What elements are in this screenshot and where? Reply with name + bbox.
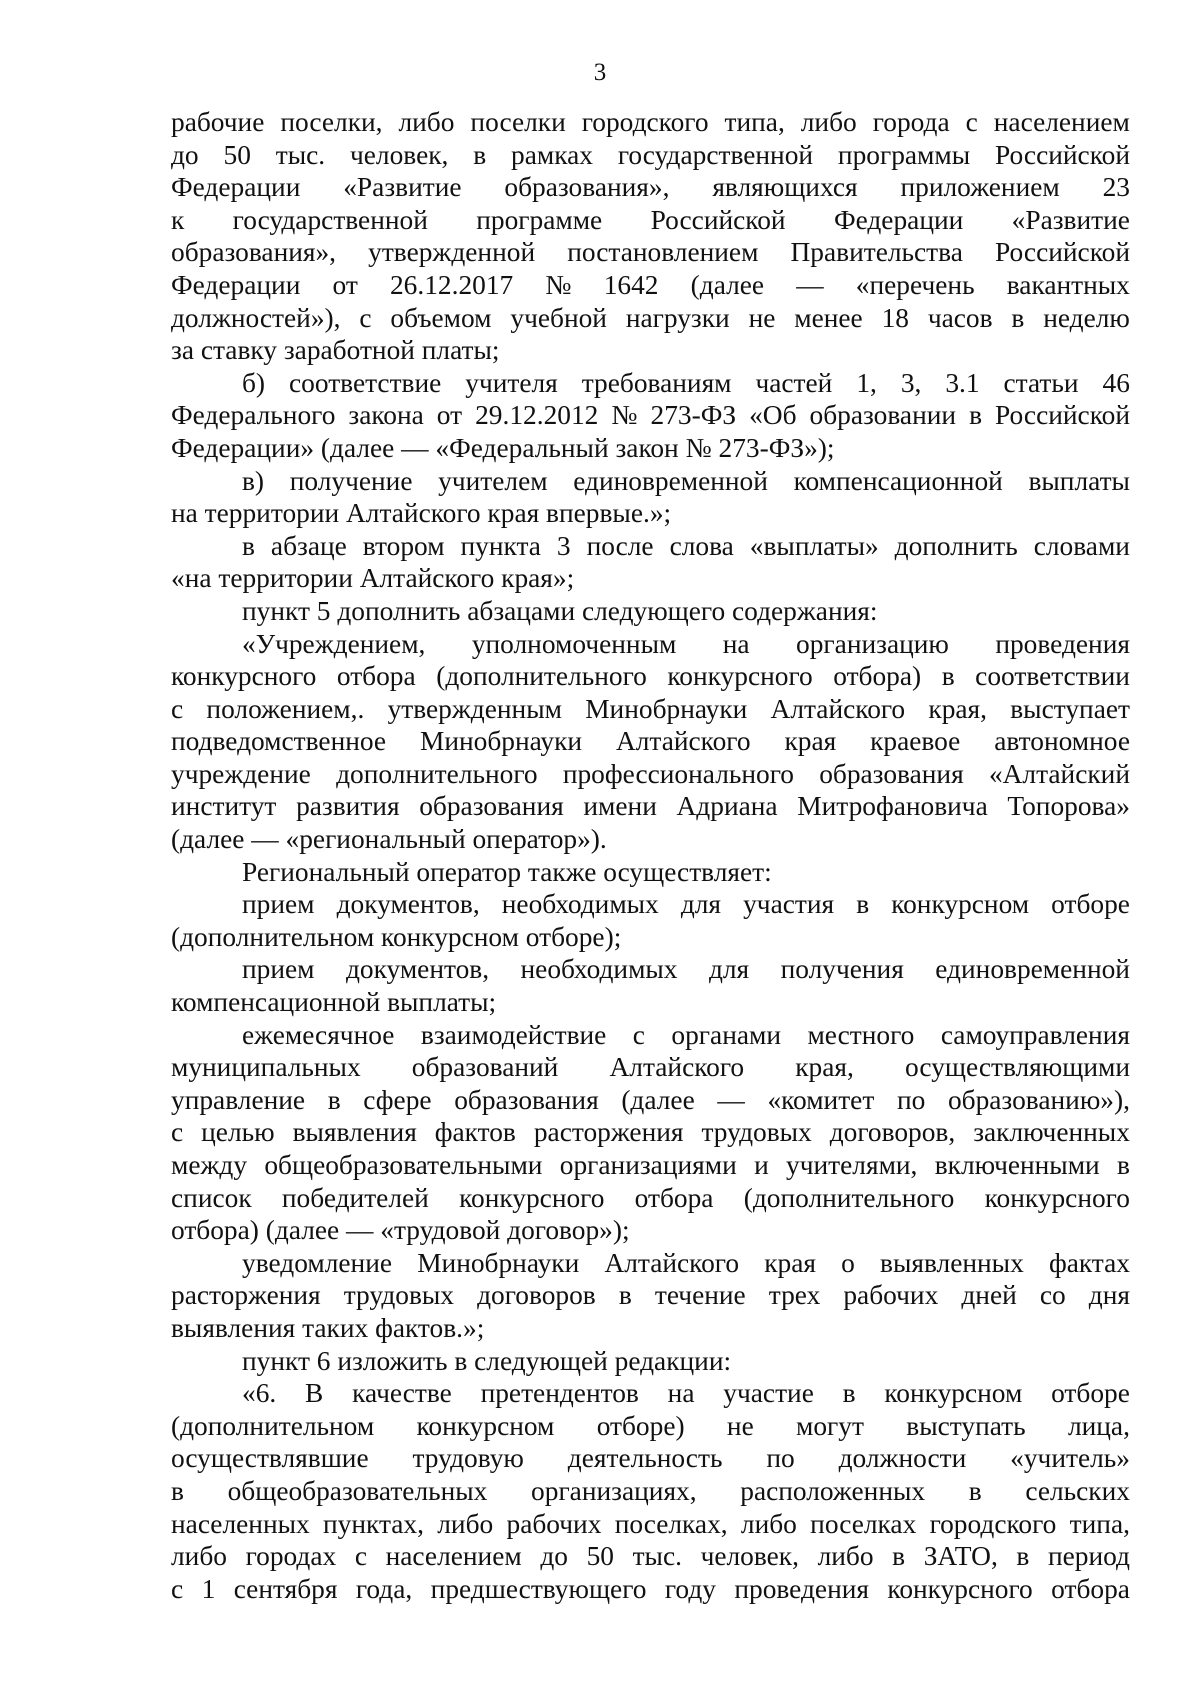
text-line: учреждение дополнительного профессионального образования «Алтайский <box>171 758 1130 789</box>
paragraph <box>171 888 1130 953</box>
text-line: на территории Алтайского края впервые.»; <box>171 498 672 529</box>
text-line: (дополнительном конкурсном отборе) не могут выступать лица, <box>171 1410 1130 1441</box>
paragraph <box>171 106 1130 367</box>
text-line: в общеобразовательных организациях, расположенных в сельских <box>171 1475 1130 1506</box>
text-line: рабочие поселки, либо поселки городского типа, либо города с населением <box>171 107 1130 137</box>
text-line: осуществлявшие трудовую деятельность по должности «учитель» <box>171 1443 1130 1474</box>
text-line: населенных пунктах, либо рабочих поселках, либо поселках городского типа, <box>171 1508 1130 1539</box>
text-line: Федерации «Развитие образования», являющихся приложением 23 <box>171 172 1130 203</box>
text-line: Федерации от 26.12.2017 № 1642 (далее — «перечень вакантных <box>171 269 1130 300</box>
text-line: Региональный оператор также осуществляет: <box>242 856 772 887</box>
text-line: (далее — «региональный оператор»). <box>171 824 607 855</box>
text-line: в абзаце втором пункта 3 после слова «выплаты» дополнить словами <box>242 530 1130 561</box>
text-line: подведомственное Минобрнауки Алтайского края краевое автономное <box>171 726 1130 757</box>
text-line: муниципальных образований Алтайского края, осуществляющими <box>171 1052 1130 1083</box>
text-line: прием документов, необходимых для участия в конкурсном отборе <box>242 889 1130 920</box>
paragraph <box>171 465 1130 530</box>
text-line: к государственной программе Российской Федерации «Развитие <box>171 204 1130 235</box>
text-line: уведомление Минобрнауки Алтайского края о выявленных фактах <box>242 1247 1130 1278</box>
text-line: между общеобразовательными организациями и учителями, включенными в <box>171 1150 1130 1180</box>
text-line: прием документов, необходимых для получения единовременной <box>242 954 1130 985</box>
text-line: «на территории Алтайского края»; <box>171 563 575 594</box>
text-line: за ставку заработной платы; <box>171 335 500 366</box>
text-line: отбора) (далее — «трудовой договор»); <box>171 1215 630 1246</box>
text-line: пункт 6 изложить в следующей редакции: <box>242 1345 732 1376</box>
page-number: 3 <box>593 59 607 86</box>
text-line: расторжения трудовых договоров в течение трех рабочих дней со дня <box>171 1280 1130 1311</box>
text-line: б) соответствие учителя требованиям частей 1, 3, 3.1 статьи 46 <box>242 367 1130 398</box>
text-line: Федерации» (далее — «Федеральный закон № 273-ФЗ»); <box>171 432 835 463</box>
paragraph <box>171 953 1130 1018</box>
text-line: пункт 5 дополнить абзацами следующего содержания: <box>242 595 878 626</box>
text-line: компенсационной выплаты; <box>171 987 497 1018</box>
paragraph <box>171 1345 1130 1378</box>
paragraph <box>171 1247 1130 1345</box>
text-line: управление в сфере образования (далее — «комитет по образованию»), <box>171 1084 1130 1115</box>
text-line: (дополнительном конкурсном отборе); <box>171 921 622 952</box>
paragraph <box>171 1019 1130 1247</box>
text-line: «6. В качестве претендентов на участие в конкурсном отборе <box>242 1378 1130 1409</box>
text-line: «Учреждением, уполномоченным на организацию проведения <box>242 628 1130 659</box>
text-line: ежемесячное взаимодействие с органами местного самоуправления <box>242 1019 1130 1050</box>
text-line: список победителей конкурсного отбора (дополнительного конкурсного <box>171 1182 1130 1213</box>
text-line: с 1 сентября года, предшествующего году проведения конкурсного отбора <box>171 1573 1130 1604</box>
text-line: институт развития образования имени Адриана Митрофановича Топорова» <box>171 791 1130 822</box>
text-line: либо городах с населением до 50 тыс. человек, либо в ЗАТО, в период <box>171 1541 1130 1572</box>
paragraph <box>171 628 1130 856</box>
paragraph <box>171 1377 1130 1605</box>
text-line: до 50 тыс. человек, в рамках государственной программы Российской <box>171 139 1130 170</box>
text-line: с положением,. утвержденным Минобрнауки Алтайского края, выступает <box>171 693 1130 724</box>
paragraph <box>171 595 1130 628</box>
text-line: выявления таких фактов.»; <box>171 1312 485 1343</box>
text-line: Федерального закона от 29.12.2012 № 273-ФЗ «Об образовании в Российской <box>171 400 1130 431</box>
text-line: конкурсного отбора (дополнительного конкурсного отбора) в соответствии <box>171 661 1130 692</box>
text-line: должностей»), с объемом учебной нагрузки не менее 18 часов в неделю <box>171 302 1130 333</box>
text-line: образования», утвержденной постановлением Правительства Российской <box>171 237 1130 268</box>
paragraph <box>171 856 1130 889</box>
text-line: в) получение учителем единовременной компенсационной выплаты <box>242 465 1130 496</box>
document-body <box>171 106 1130 1605</box>
paragraph <box>171 367 1130 465</box>
paragraph <box>171 530 1130 595</box>
text-line: с целью выявления фактов расторжения трудовых договоров, заключенных <box>171 1117 1130 1148</box>
